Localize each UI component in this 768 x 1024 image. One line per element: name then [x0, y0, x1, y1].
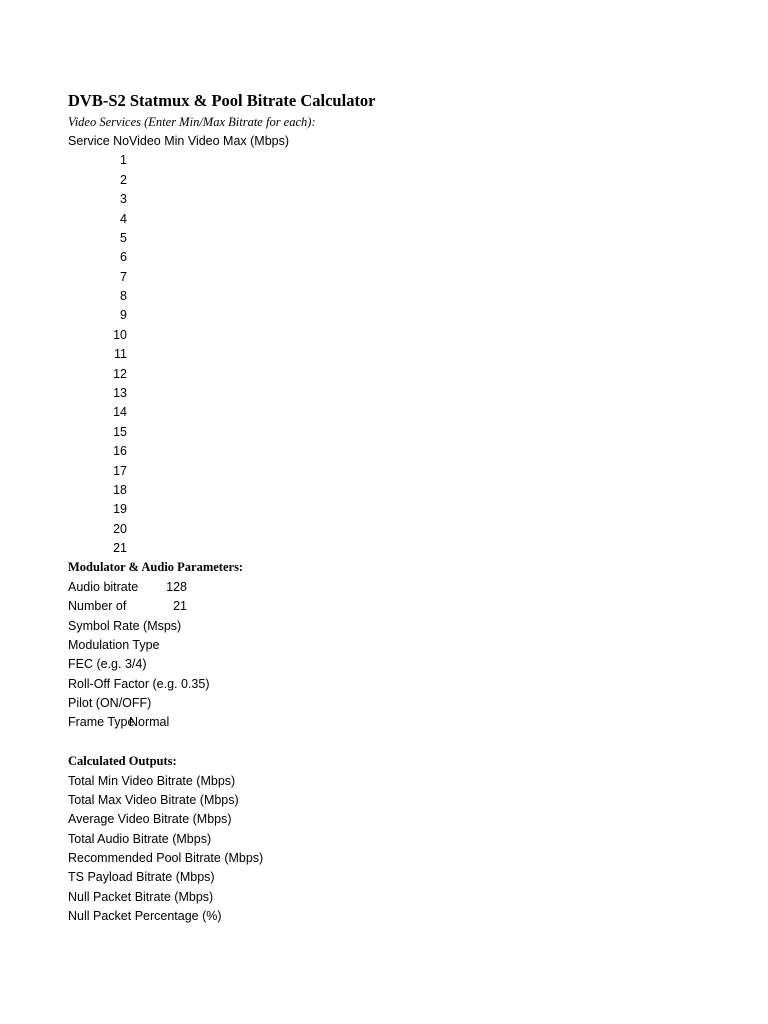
service-number: 3 [120, 192, 127, 206]
service-number: 8 [120, 289, 127, 303]
service-number: 17 [113, 463, 127, 478]
frame-type-value[interactable]: Normal [129, 715, 170, 729]
spreadsheet-sheet [68, 0, 768, 1024]
service-number: 21 [113, 541, 127, 555]
fec-label: FEC (e.g. 3/4) [68, 657, 147, 671]
service-number: 12 [113, 366, 127, 381]
service-number: 18 [113, 482, 127, 497]
output-label: TS Payload Bitrate (Mbps) [68, 870, 215, 884]
service-number: 4 [120, 211, 127, 226]
service-no-header: Service No [68, 133, 130, 148]
service-number: 9 [120, 308, 127, 322]
service-number: 11 [114, 347, 127, 361]
service-number: 6 [120, 250, 127, 264]
output-label: Null Packet Percentage (%) [68, 909, 222, 923]
service-number: 20 [113, 521, 127, 536]
service-number: 1 [120, 153, 127, 167]
service-number: 19 [113, 502, 127, 516]
calculated-outputs-heading: Calculated Outputs: [68, 754, 177, 768]
service-number: 2 [120, 172, 127, 187]
audio-bitrate-value[interactable]: 128 [166, 579, 187, 594]
output-label: Null Packet Bitrate (Mbps) [68, 889, 214, 904]
output-label: Average Video Bitrate (Mbps) [68, 812, 232, 826]
output-label: Recommended Pool Bitrate (Mbps) [68, 851, 264, 865]
service-number: 7 [120, 269, 127, 284]
modulation-type-label: Modulation Type [68, 637, 160, 652]
number-of-label: Number of [68, 599, 127, 613]
service-number: 13 [113, 386, 127, 400]
symbol-rate-label: Symbol Rate (Msps) [68, 618, 182, 633]
service-number: 14 [113, 405, 127, 419]
service-number: 5 [120, 231, 127, 245]
service-number: 15 [113, 424, 127, 439]
service-number: 16 [113, 444, 127, 458]
rolloff-factor-label: Roll-Off Factor (e.g. 0.35) [68, 676, 210, 691]
output-label: Total Max Video Bitrate (Mbps) [68, 792, 239, 807]
frame-type-label: Frame Type [68, 715, 135, 729]
output-label: Total Audio Bitrate (Mbps) [68, 831, 212, 846]
number-of-value[interactable]: 21 [173, 599, 187, 613]
pilot-label: Pilot (ON/OFF) [68, 696, 152, 710]
modulator-audio-heading: Modulator & Audio Parameters: [68, 560, 244, 574]
output-label: Total Min Video Bitrate (Mbps) [68, 773, 236, 788]
audio-bitrate-label: Audio bitrate [68, 579, 139, 594]
video-min-max-header: Video Min Video Max (Mbps) [129, 133, 290, 148]
page-title: DVB-S2 Statmux & Pool Bitrate Calculator [68, 91, 376, 110]
video-services-subtitle: Video Services (Enter Min/Max Bitrate for each): [68, 115, 316, 129]
service-number: 10 [113, 327, 127, 342]
